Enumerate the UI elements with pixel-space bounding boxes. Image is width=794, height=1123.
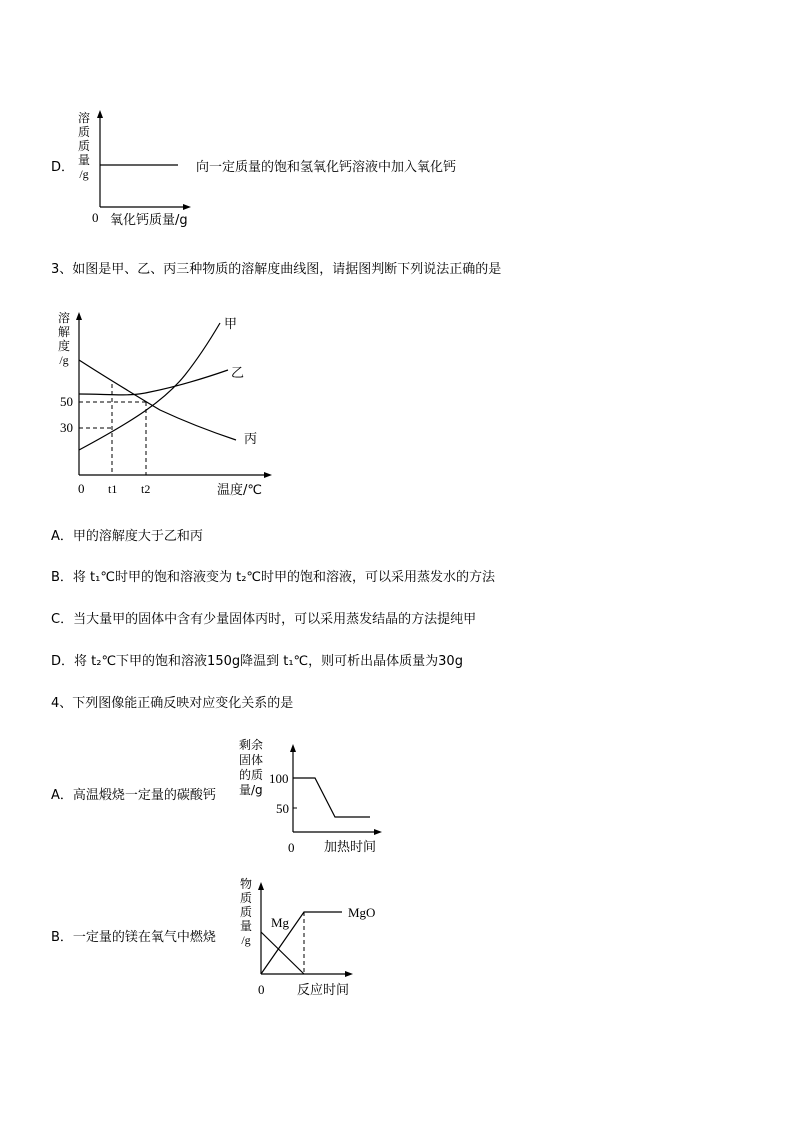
q4b-mg-line — [261, 932, 304, 974]
q3-option-b: B．将 t₁℃时甲的饱和溶液变为 t₂℃时甲的饱和溶液，可以采用蒸发水的方法 — [51, 570, 495, 585]
q4b-x-arrow — [345, 971, 353, 977]
q4b-xlabel: 反应时间 — [297, 983, 350, 998]
q3-ylabel: 溶 解 度 /g — [57, 311, 70, 367]
q3-option-d: D．将 t₂℃下甲的饱和溶液150g降温到 t₁℃，则可析出晶体质量为30g — [51, 654, 463, 669]
q3-option-c: C．当大量甲的固体中含有少量固体丙时，可以采用蒸发结晶的方法提纯甲 — [51, 612, 477, 627]
q3-xlabel: 温度/℃ — [217, 483, 262, 498]
q4b-origin: 0 — [258, 982, 265, 997]
q4b-y-arrow — [258, 882, 264, 890]
q4a-ytick-100: 100 — [269, 771, 289, 786]
q4-option-a: A．高温煅烧一定量的碳酸钙 — [51, 788, 216, 803]
series-label-yi: 乙 — [231, 366, 245, 381]
q3-stem: 3、如图是甲、乙、丙三种物质的溶解度曲线图，请据图判断下列说法正确的是 — [51, 262, 502, 277]
q4-stem: 4、下列图像能正确反映对应变化关系的是 — [51, 696, 294, 711]
option-d-label: D． — [51, 160, 75, 175]
fig-d-xlabel: 氧化钙质量/g — [110, 213, 188, 228]
q4b-label-mgo: MgO — [348, 905, 376, 920]
q4b-label-mg: Mg — [271, 915, 290, 930]
q3-xtick-t2: t2 — [141, 482, 151, 496]
series-label-bing: 丙 — [244, 432, 258, 447]
series-label-jia: 甲 — [224, 317, 238, 332]
q4a-ylabel: 剩余 固体 的质 量/g — [239, 738, 264, 797]
q3-xtick-t1: t1 — [108, 482, 118, 496]
fig-d-caption: 向一定质量的饱和氢氧化钙溶液中加入氧化钙 — [196, 160, 457, 175]
q4a-xlabel: 加热时间 — [324, 840, 377, 855]
q3-option-a: A．甲的溶解度大于乙和丙 — [51, 529, 203, 544]
q4a-ytick-50: 50 — [276, 801, 289, 816]
fig-d-ylabel: 溶 质 质 量 /g — [77, 111, 90, 181]
q3-ytick-30: 30 — [60, 420, 73, 435]
q4a-origin: 0 — [288, 840, 295, 855]
q4-option-b: B．一定量的镁在氧气中燃烧 — [51, 930, 216, 945]
fig-d-origin: 0 — [92, 210, 99, 225]
q3-origin: 0 — [78, 481, 85, 496]
q4b-ylabel: 物 质 质 量 /g — [239, 877, 252, 947]
q3-ytick-50: 50 — [60, 394, 73, 409]
